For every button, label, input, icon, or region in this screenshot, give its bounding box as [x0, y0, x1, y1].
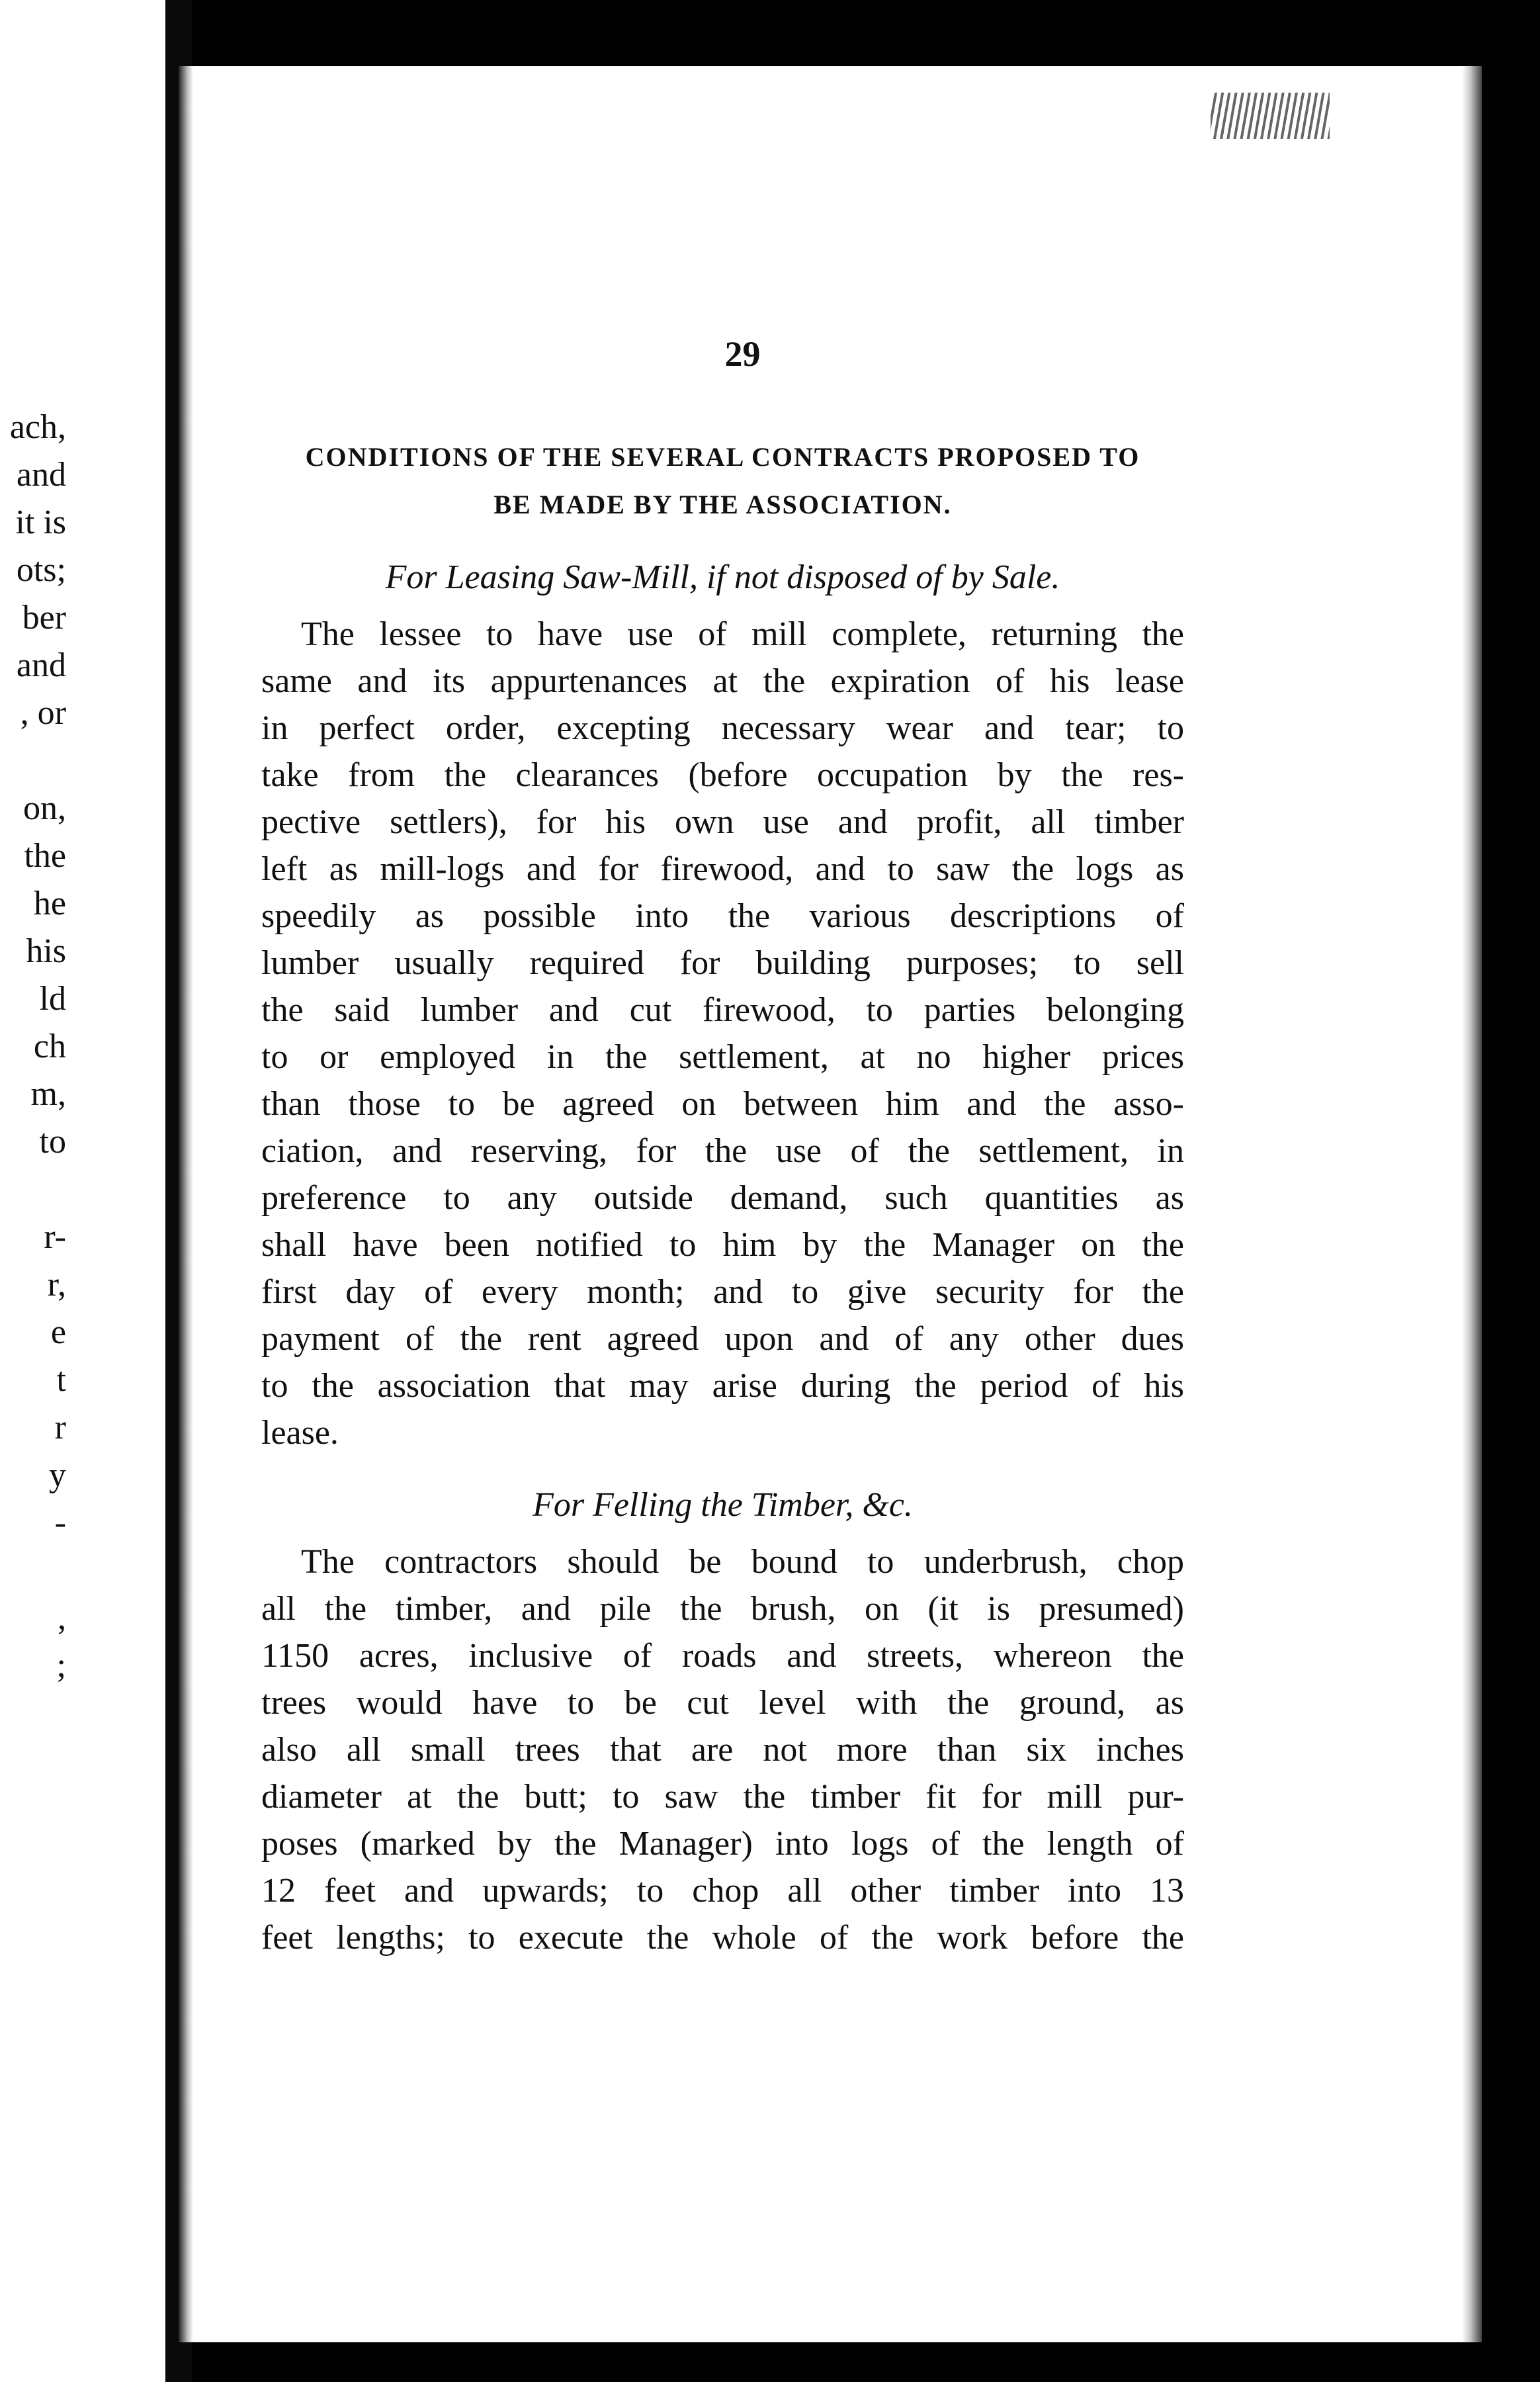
paragraph-saw-mill [261, 611, 1184, 1456]
paragraph-line: lumber usually required for building purposes; to sell [261, 944, 1184, 982]
facing-page-line: and [16, 456, 66, 494]
facing-page-line: , [58, 1599, 66, 1637]
facing-page-line: , or [20, 694, 66, 732]
facing-page-line: r [54, 1409, 66, 1446]
heading-line: BE MADE BY THE ASSOCIATION. [493, 490, 952, 519]
facing-page-line: his [26, 932, 66, 970]
section-title-felling-timber: For Felling the Timber, &c. [533, 1486, 913, 1524]
paragraph-felling-timber [261, 1538, 1184, 1961]
paragraph-line: The contractors should be bound to underbrush, chop [301, 1543, 1184, 1581]
facing-page-line: and [16, 646, 66, 684]
paragraph-line: The lessee to have use of mill complete, returning the [301, 615, 1184, 653]
facing-page-line: e [50, 1313, 66, 1351]
paragraph-line: shall have been notified to him by the Manager on the [261, 1226, 1184, 1264]
page-number: 29 [724, 334, 761, 374]
facing-page-line: y [49, 1456, 66, 1494]
facing-page-line: ld [39, 980, 66, 1018]
facing-page-line: to [39, 1123, 66, 1161]
facing-page-line: ; [56, 1647, 66, 1685]
paragraph-line: lease. [261, 1414, 339, 1452]
paragraph-line: also all small trees that are not more than six inches [261, 1731, 1184, 1769]
facing-page-line: the [24, 837, 66, 875]
paragraph-line: 1150 acres, inclusive of roads and streets, whereon the [261, 1637, 1184, 1675]
facing-page-line: he [33, 885, 66, 922]
page-text [261, 334, 1184, 1961]
facing-page-line: m, [30, 1075, 66, 1113]
facing-page-line: ch [33, 1028, 66, 1065]
facing-page-fragment [0, 0, 179, 2382]
paragraph-line: ciation, and reserving, for the use of the settlement, in [261, 1132, 1184, 1170]
facing-page-line: r- [44, 1218, 66, 1256]
paragraph-line: left as mill-logs and for firewood, and to saw the logs as [261, 850, 1184, 888]
facing-page-line: - [54, 1504, 66, 1542]
paragraph-line: take from the clearances (before occupation by the res- [261, 756, 1184, 794]
facing-page-line: ots; [16, 551, 66, 589]
facing-page-line: on, [23, 789, 66, 827]
paragraph-line: in perfect order, excepting necessary wear and tear; to [261, 709, 1184, 747]
facing-page-line: it is [15, 504, 66, 541]
paragraph-line: trees would have to be cut level with the ground, as [261, 1684, 1184, 1722]
facing-page-line: ach, [9, 408, 66, 446]
paragraph-line: payment of the rent agreed upon and of any other dues [261, 1320, 1184, 1358]
facing-page-line: ber [22, 599, 66, 637]
facing-page-line: t [56, 1361, 66, 1399]
paragraph-line: the said lumber and cut firewood, to parties belonging [261, 991, 1184, 1029]
paragraph-line: than those to be agreed on between him and the asso- [261, 1085, 1184, 1123]
paragraph-line: first day of every month; and to give security for the [261, 1273, 1184, 1311]
paragraph-line: feet lengths; to execute the whole of the work before the [261, 1919, 1184, 1957]
heading-line: CONDITIONS OF THE SEVERAL CONTRACTS PROPOSED TO [305, 442, 1140, 472]
paragraph-line: pective settlers), for his own use and profit, all timber [261, 803, 1184, 841]
paragraph-line: to or employed in the settlement, at no higher prices [261, 1038, 1184, 1076]
paragraph-line: 12 feet and upwards; to chop all other timber into 13 [261, 1872, 1184, 1910]
torn-page-corner [1211, 93, 1330, 139]
paragraph-line: same and its appurtenances at the expiration of his lease [261, 662, 1184, 700]
paragraph-line: all the timber, and pile the brush, on (it is presumed) [261, 1590, 1184, 1628]
page-heading [261, 433, 1184, 529]
paragraph-line: to the association that may arise during the period of his [261, 1367, 1184, 1405]
facing-page-line: r, [47, 1266, 66, 1303]
paragraph-line: poses (marked by the Manager) into logs of the length of [261, 1825, 1184, 1863]
paragraph-line: preference to any outside demand, such quantities as [261, 1179, 1184, 1217]
paragraph-line: speedily as possible into the various descriptions of [261, 897, 1184, 935]
section-title-saw-mill: For Leasing Saw-Mill, if not disposed of by Sale. [385, 558, 1060, 596]
paragraph-line: diameter at the butt; to saw the timber fit for mill pur- [261, 1778, 1184, 1816]
